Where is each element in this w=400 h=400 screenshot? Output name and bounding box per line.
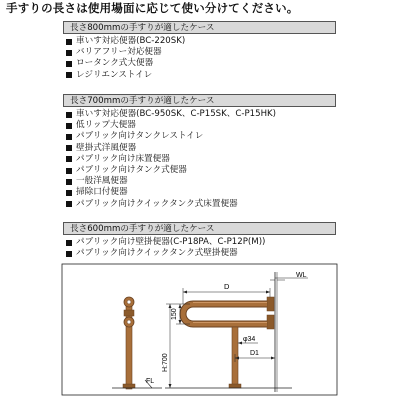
section-heading: 長さ800mmの手すりが適したケース (63, 21, 336, 34)
list-item (63, 47, 336, 58)
list-item (63, 36, 336, 47)
bullet-square-icon (66, 240, 72, 246)
d1-label: D1 (250, 350, 259, 357)
bullet-square-icon (66, 179, 72, 185)
d-label: D (224, 282, 230, 291)
bullet-square-icon (66, 251, 72, 257)
front-view (162, 272, 308, 392)
bullet-square-icon (66, 201, 72, 207)
dia-label: φ34 (243, 336, 256, 343)
list-item-label: レジリエンストイレ (76, 69, 153, 80)
u-rail-outline (183, 304, 267, 324)
list-item-label: 壁掛式洋風便器 (76, 142, 137, 153)
list-item (63, 131, 336, 142)
case-list (63, 107, 336, 210)
list-item (63, 109, 336, 120)
list-item (63, 70, 336, 81)
list-item (63, 237, 336, 248)
bullet-square-icon (66, 61, 72, 67)
section-heading: 長さ700mmの手すりが適したケース (63, 94, 336, 107)
bullet-square-icon (66, 39, 72, 45)
h700-label: H:700 (162, 353, 169, 372)
list-item (63, 187, 336, 198)
section-600mm (63, 222, 336, 259)
fl-label: FL (146, 378, 155, 385)
list-item-label: 低リップ大便器 (76, 120, 136, 131)
list-item-label: 一般洋風便器 (76, 176, 128, 187)
list-item-label: パブリック向けタンク式便器 (76, 164, 187, 175)
page-title: 手すりの長さは使用場面に応じて使い分けてください。 (6, 1, 299, 15)
wall-plate-bottom (267, 315, 274, 329)
h150-label: 150 (171, 308, 178, 320)
list-item-label: 車いす対応便器(BC-220SK) (76, 36, 186, 46)
bullet-square-icon (66, 112, 72, 118)
list-item (63, 248, 336, 259)
bullet-square-icon (66, 72, 72, 78)
list-item (63, 154, 336, 165)
case-list (63, 34, 336, 81)
wl-label: WL (296, 272, 307, 279)
leg-foot (229, 384, 241, 388)
bullet-square-icon (66, 190, 72, 196)
side-foot (123, 384, 135, 388)
list-item (63, 58, 336, 69)
list-item-label: パブリック向けクイックタンク式壁掛便器 (76, 248, 238, 259)
section-800mm (63, 21, 336, 81)
list-item-label: 車いす対応便器(BC-950SK、C-P15SK、C-P15HK) (76, 109, 277, 119)
list-item-label: バリアフリー対応便器 (76, 47, 162, 58)
bullet-square-icon (66, 50, 72, 56)
bullet-square-icon (66, 145, 72, 151)
section-700mm (63, 94, 336, 210)
list-item-label: パブリック向け床置便器 (76, 153, 170, 164)
bullet-square-icon (66, 123, 72, 129)
side-view (112, 297, 162, 389)
bullet-square-icon (66, 156, 72, 162)
list-item-label: 掃除口付便器 (76, 187, 128, 198)
bullet-square-icon (66, 134, 72, 140)
diagram-frame (62, 264, 337, 395)
list-item (63, 199, 336, 210)
section-heading: 長さ600mmの手すりが適したケース (63, 222, 336, 235)
list-item (63, 120, 336, 131)
list-item-label: パブリック向けクイックタンク式床置便器 (76, 198, 238, 209)
handrail-diagram (0, 262, 400, 400)
list-item (63, 165, 336, 176)
bullet-square-icon (66, 168, 72, 174)
case-list (63, 235, 336, 259)
list-item-label: ロータンク式大便器 (76, 58, 154, 69)
list-item-label: パブリック向けタンクレストイレ (76, 131, 204, 142)
list-item (63, 176, 336, 187)
list-item-label: パブリック向け壁掛便器(C-P18PA、C-P12P(M)) (76, 237, 266, 247)
wall-plate-top (267, 297, 274, 311)
list-item (63, 143, 336, 154)
